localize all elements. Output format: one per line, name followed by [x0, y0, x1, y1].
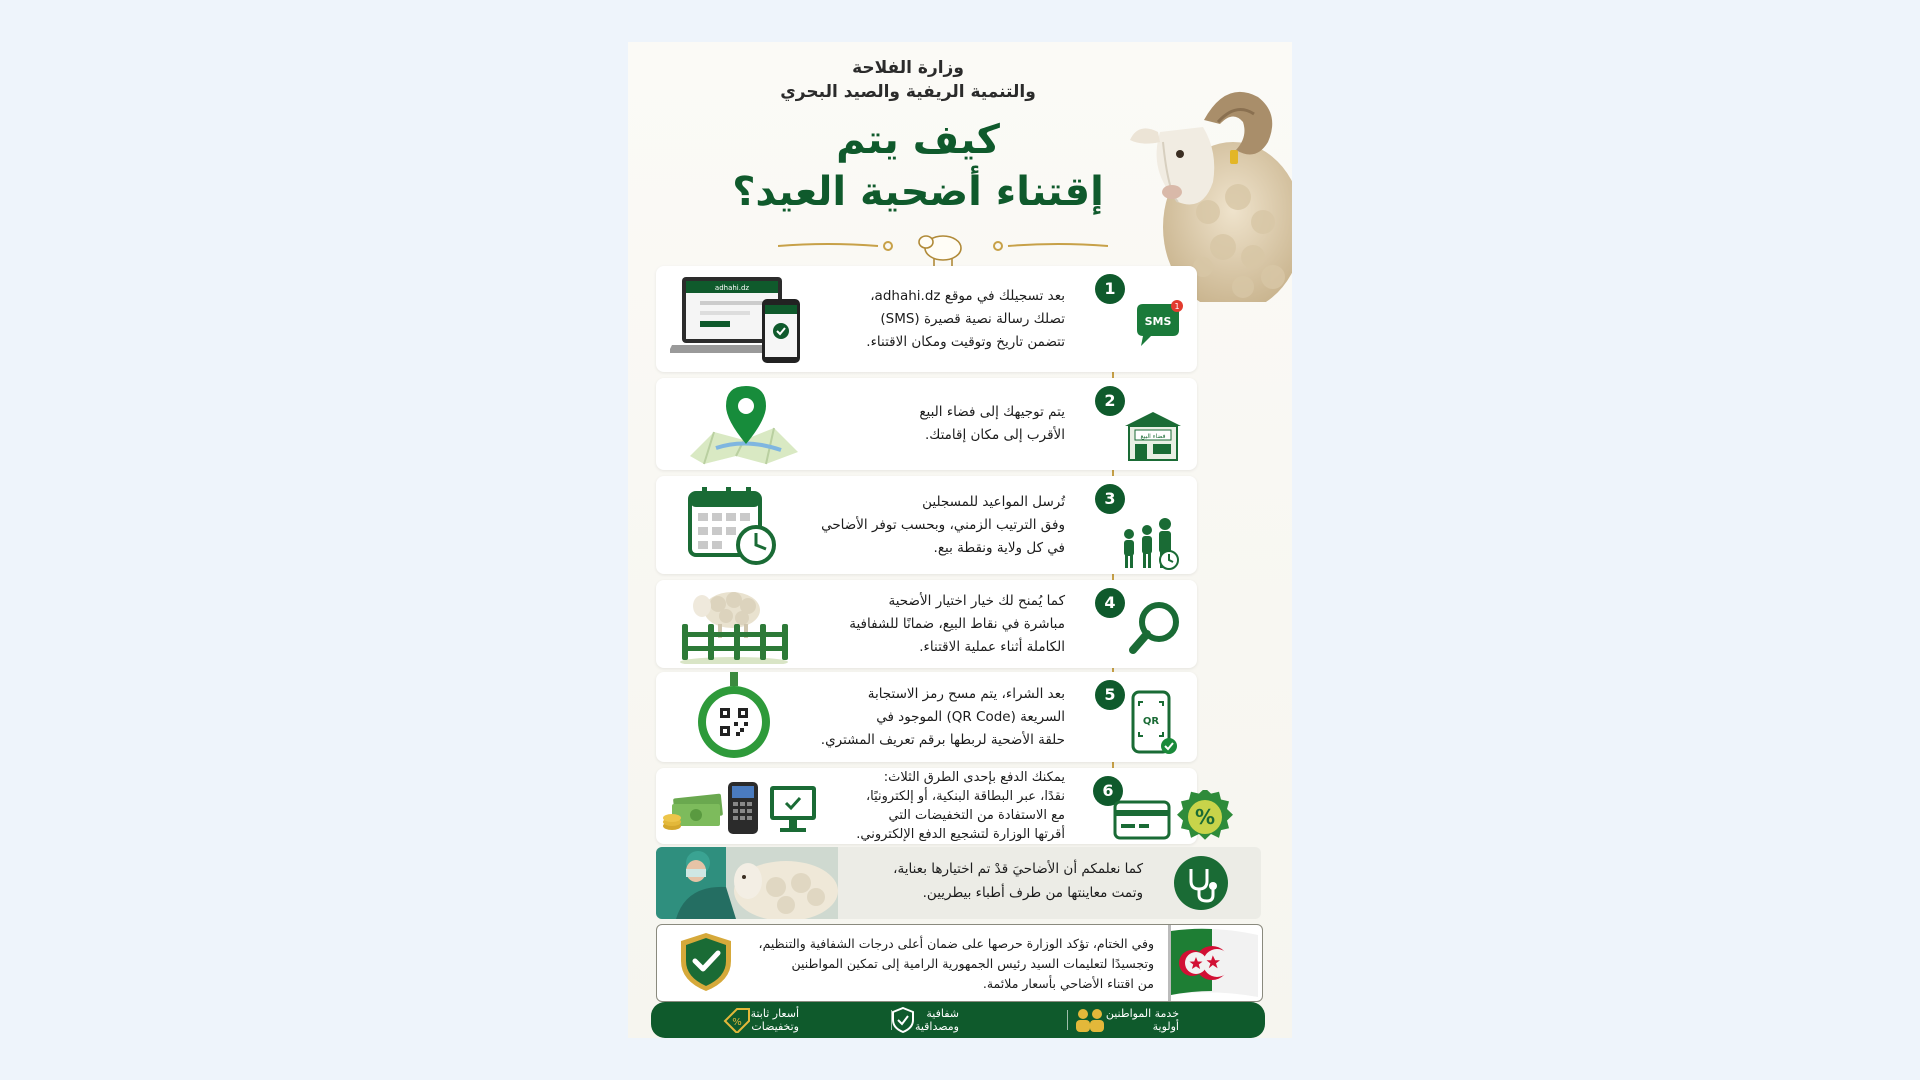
step-3-number: 3	[1095, 484, 1125, 514]
step-6-line: نقدًا، عبر البطاقة البنكية، أو إلكترونيًا،	[865, 789, 1065, 804]
footer-label	[1106, 1007, 1179, 1033]
sale-space-building-icon	[1123, 408, 1183, 462]
step-4-line: كما يُمنح لك خيار اختيار الأضحية	[888, 592, 1065, 609]
qr-ring-illustration	[690, 672, 780, 762]
laptop-site-label: adhahi.dz	[714, 284, 750, 292]
qr-label: QR	[1142, 716, 1160, 727]
step-1-text	[795, 266, 1065, 372]
footer-item-prices	[723, 1005, 805, 1035]
step-1-number: 1	[1095, 274, 1125, 304]
step-2-text	[795, 378, 1065, 470]
step-4-number: 4	[1095, 588, 1125, 618]
step-5-line: حلقة الأضحية لربطها برقم تعريف المشتري.	[820, 731, 1065, 748]
discount-label: %	[1194, 805, 1216, 829]
step-4-line: مباشرة في نقاط البيع، ضمانًا للشفافية	[849, 615, 1065, 632]
ministry-name	[628, 56, 1188, 104]
step-4-line: الكاملة أثناء عملية الاقتناء.	[919, 638, 1065, 655]
step-3-line: في كل ولاية ونقطة بيع.	[933, 539, 1065, 556]
closing-text	[734, 934, 1154, 994]
step-6-line: مع الاستفادة من التخفيضات التي	[888, 808, 1065, 823]
calendar-clock-illustration	[686, 483, 782, 567]
step-3-line: وفق الترتيب الزمني، وبحسب توفر الأضاحي	[821, 516, 1065, 533]
svg-text:%: %	[731, 1017, 742, 1028]
footer-label-line: ومصداقية	[914, 1020, 959, 1033]
page-title	[628, 114, 1208, 218]
step-6-number: 6	[1093, 776, 1123, 806]
step-1-line: تصلك رسالة نصية قصيرة (SMS)	[880, 310, 1065, 327]
card-discount-icon	[1111, 790, 1241, 844]
shield-check-icon	[891, 1007, 915, 1033]
people-icon	[1074, 1008, 1106, 1032]
step-3-line: تُرسل المواعيد للمسجلين	[922, 493, 1065, 510]
step-2-card	[656, 378, 1197, 470]
vet-text	[843, 857, 1143, 905]
step-2-line: يتم توجيهك إلى فضاء البيع	[919, 404, 1065, 420]
closing-statement-box	[656, 924, 1263, 1002]
footer-label-line: وتخفيضات	[751, 1020, 799, 1033]
step-3-card	[656, 476, 1197, 574]
phone-qr-icon	[1129, 690, 1179, 756]
step-6-line: يمكنك الدفع بإحدى الطرق الثلاث:	[883, 770, 1065, 785]
ministry-line-1: وزارة الفلاحة	[852, 58, 964, 78]
step-1-card	[656, 266, 1197, 372]
magnifier-icon	[1127, 600, 1183, 656]
step-5-text	[795, 672, 1065, 762]
card-terminal-icon	[728, 782, 758, 834]
sheep-divider-ornament	[778, 222, 1108, 272]
building-sign-label: فضاء البيع	[1140, 433, 1166, 440]
footer-bar	[651, 1002, 1265, 1038]
step-1-line: تتضمن تاريخ وتوقيت ومكان الاقتناء.	[866, 333, 1065, 350]
footer-label-line: أولوية	[1152, 1020, 1179, 1033]
sms-label: SMS	[1144, 315, 1172, 328]
vet-line: وتمت معاينتها من طرف أطباء بيطريين.	[922, 885, 1143, 901]
shield-check-badge-icon	[679, 931, 733, 993]
title-line-1: كيف يتم	[836, 117, 1000, 163]
step-1-line: بعد تسجيلك في موقع adhahi.dz،	[870, 287, 1065, 304]
footer-item-transparency	[891, 1005, 965, 1035]
vet-inspection-banner	[656, 847, 1261, 919]
footer-item-citizens	[1074, 1005, 1185, 1035]
title-line-2: إقتناء أضحية العيد؟	[732, 169, 1104, 215]
footer-label	[751, 1007, 799, 1033]
algeria-flag-emblem	[1172, 943, 1212, 983]
sheep-pen-illustration	[678, 584, 790, 664]
family-clock-icon	[1119, 516, 1183, 572]
vet-line: كما نعلمكم أن الأضاحيَ قدْ تم اختيارها بعناية،	[893, 861, 1143, 877]
footer-label	[915, 1007, 959, 1033]
closing-line: من اقتناء الأضاحي بأسعار ملائمة.	[982, 976, 1154, 991]
stethoscope-icon	[1173, 855, 1229, 911]
ministry-line-2: والتنمية الريفية والصيد البحري	[780, 82, 1036, 102]
price-tag-icon	[723, 1007, 751, 1033]
step-5-card	[656, 672, 1197, 762]
step-6-line: أقرتها الوزارة لتشجيع الدفع الإلكتروني.	[856, 827, 1065, 842]
vet-examining-sheep-photo	[656, 847, 838, 919]
footer-label-line: خدمة المواطنين	[1105, 1007, 1179, 1020]
footer-label-line: شفافية	[926, 1007, 959, 1020]
sms-icon	[1133, 300, 1183, 350]
step-4-card	[656, 580, 1197, 668]
cash-stack-icon	[663, 794, 723, 830]
step-3-text	[795, 476, 1065, 574]
step-5-line: بعد الشراء، يتم مسح رمز الاستجابة	[867, 685, 1065, 702]
footer-separator	[1067, 1010, 1068, 1030]
step-2-number: 2	[1095, 386, 1125, 416]
laptop-phone-illustration	[670, 271, 810, 367]
step-2-line: الأقرب إلى مكان إقامتك.	[924, 427, 1065, 443]
closing-line: وفي الختام، تؤكد الوزارة حرصها على ضمان أعلى درجات الشفافية والتنظيم،	[758, 936, 1154, 951]
step-5-line: السريعة (QR Code) الموجود في	[876, 708, 1065, 725]
infographic-poster	[628, 42, 1292, 1038]
footer-separator	[891, 1010, 892, 1030]
map-pin-illustration	[686, 382, 806, 466]
step-6-card	[656, 768, 1216, 844]
step-4-text	[795, 580, 1065, 668]
closing-line: وتجسيدًا لتعليمات السيد رئيس الجمهورية الرامية إلى تمكين المواطنين	[791, 956, 1154, 971]
sms-badge-count: 1	[1174, 302, 1180, 311]
step-6-text	[795, 768, 1065, 844]
footer-label-line: أسعار ثابتة	[750, 1007, 799, 1020]
step-5-number: 5	[1095, 680, 1125, 710]
